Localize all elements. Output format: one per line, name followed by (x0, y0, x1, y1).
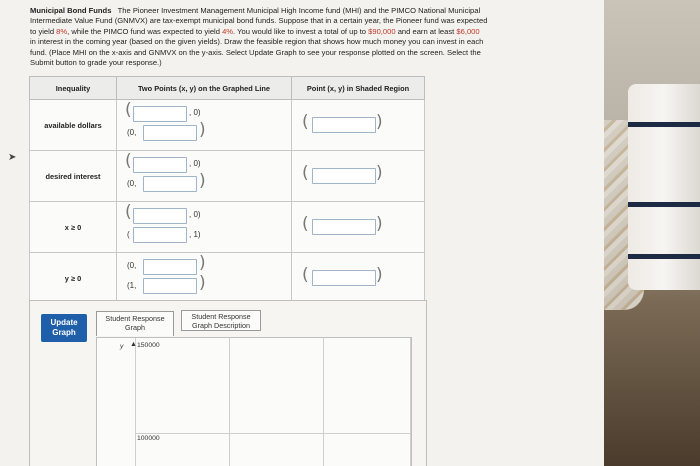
paren-close: ) (376, 265, 383, 285)
paren-close: ) (376, 214, 383, 234)
shaded-point-input[interactable] (312, 219, 376, 235)
shaded-point-input[interactable] (312, 270, 376, 286)
points-cell (117, 151, 292, 202)
point2-x-input[interactable] (133, 227, 187, 243)
earn-amount: $6,000 (456, 26, 480, 36)
shaded-cell (292, 151, 425, 202)
shaded-point-input[interactable] (312, 117, 376, 133)
point2-y-input[interactable] (143, 125, 197, 141)
paren-open: ( (302, 265, 309, 285)
student-response-graph[interactable] (96, 337, 412, 466)
mouse-cursor-icon: ➤ (8, 152, 17, 163)
paren-open: ( (302, 163, 309, 183)
point1-suffix: , 0) (189, 210, 201, 219)
row-label: y ≥ 0 (30, 253, 117, 304)
point1-y-input[interactable] (143, 259, 197, 275)
problem-statement (30, 6, 560, 68)
point2-prefix: (0, (127, 128, 137, 137)
point2-prefix: (0, (127, 179, 137, 188)
paren-open: ( (302, 214, 309, 234)
y-axis-label: y (120, 343, 124, 350)
update-graph-button[interactable]: Update Graph (41, 314, 87, 342)
problem-text: The Pioneer Investment Management Municipal High Income fund (MHI) and the PIMCO National Municipal (117, 6, 481, 15)
y-tick-label: 100000 (137, 435, 160, 442)
table-row (30, 202, 425, 253)
points-cell (117, 253, 292, 304)
col-header-shaded-point: Point (x, y) in Shaded Region (292, 77, 425, 100)
paren-close: ) (376, 112, 383, 132)
problem-title: Municipal Bond Funds (30, 6, 112, 15)
tab-student-response-graph[interactable]: Student Response Graph (96, 311, 174, 336)
point1-x-input[interactable] (133, 157, 187, 173)
shaded-cell (292, 202, 425, 253)
row-label: desired interest (30, 151, 117, 202)
point1-x-input[interactable] (133, 208, 187, 224)
col-header-two-points: Two Points (x, y) on the Graphed Line (117, 77, 292, 100)
problem-text: fund. (Place MHI on the x-axis and GNMVX on the y-axis. Select Update Graph to see your response plotted on the screen. Select the (30, 47, 481, 57)
problem-text: Intermediate Value Fund (GNMVX) are tax-exempt municipal bond funds. Suppose that in a certain year, the Pioneer fund was expected (30, 16, 488, 26)
paren-close: ) (376, 163, 383, 183)
col-header-inequality: Inequality (30, 77, 117, 100)
y-axis-arrow-icon: ▲ (130, 341, 137, 348)
problem-text: to yield (30, 26, 57, 36)
problem-text: in interest in the coming year (based on the given yields). Draw the feasible region that shows how much money you can invest in each (30, 37, 484, 47)
yield-mhi: 8% (56, 26, 68, 36)
total-amount: $90,000 (368, 26, 396, 36)
yield-pimco: 4% (222, 26, 234, 36)
point1-prefix: (0, (127, 261, 137, 270)
points-cell (117, 100, 292, 151)
paren-open: ( (302, 112, 309, 132)
point1-suffix: , 0) (189, 159, 201, 168)
paren-open: ( (125, 151, 132, 171)
problem-text: and earn at least (395, 26, 457, 36)
problem-text: , while the PIMCO fund was expected to yield (67, 26, 223, 36)
row-label: available dollars (30, 100, 117, 151)
background-mug (628, 84, 700, 290)
table-row (30, 253, 425, 304)
point2-y-input[interactable] (143, 176, 197, 192)
problem-text: . You would like to invest a total of up to (233, 26, 369, 36)
paren-close: ) (199, 273, 206, 293)
point2-y-input[interactable] (143, 278, 197, 294)
tab-graph-description[interactable]: Student Response Graph Description (181, 310, 261, 331)
paren-close: ) (199, 120, 206, 140)
point2-prefix: ( (127, 230, 130, 239)
paren-close: ) (199, 253, 206, 273)
shaded-point-input[interactable] (312, 168, 376, 184)
points-cell (117, 202, 292, 253)
point1-suffix: , 0) (189, 108, 201, 117)
shaded-cell (292, 100, 425, 151)
inequality-table (29, 76, 425, 304)
row-label: x ≥ 0 (30, 202, 117, 253)
table-row (30, 100, 425, 151)
point1-x-input[interactable] (133, 106, 187, 122)
table-row (30, 151, 425, 202)
point2-suffix: , 1) (189, 230, 201, 239)
point2-prefix: (1, (127, 281, 137, 290)
shaded-cell (292, 253, 425, 304)
paren-close: ) (199, 171, 206, 191)
y-tick-label: 150000 (137, 342, 160, 349)
paren-open: ( (125, 100, 132, 120)
paren-open: ( (125, 202, 132, 222)
problem-text: Submit button to grade your response.) (30, 58, 162, 68)
